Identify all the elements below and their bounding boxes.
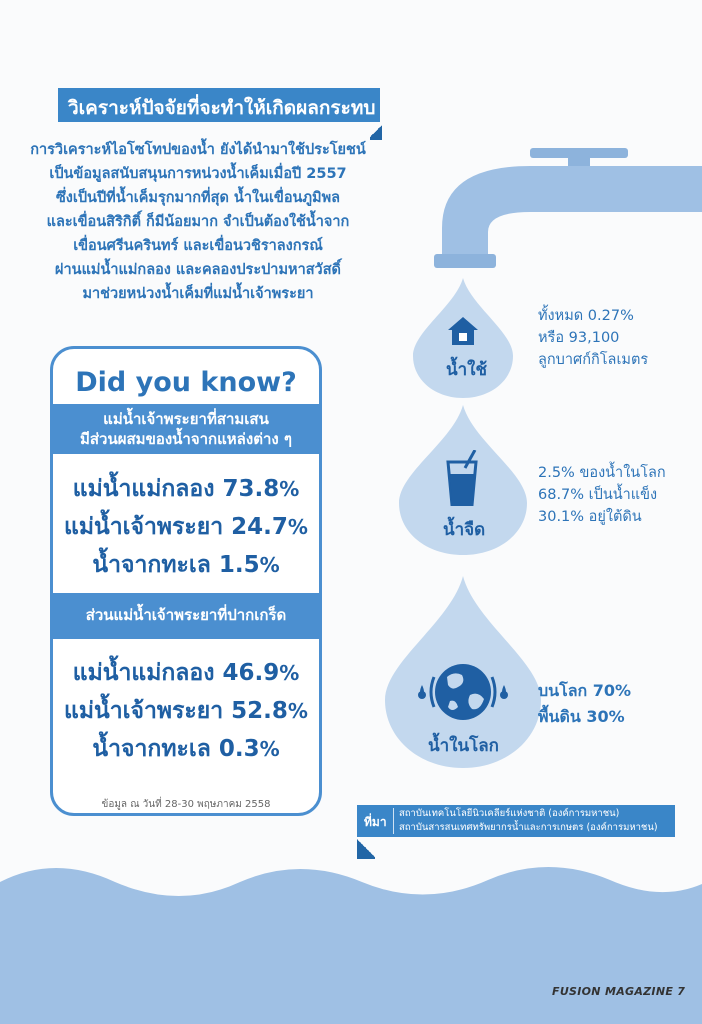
source-box-fold xyxy=(357,837,375,859)
stat-label: แม่น้ำเจ้าพระยา xyxy=(64,698,224,724)
source-line: สถาบันเทคโนโลยีนิวเคลียร์แห่งชาติ (องค์การมหาชน) xyxy=(399,808,620,819)
source-box xyxy=(357,805,675,837)
section-banner xyxy=(58,88,380,122)
drop-info-line: พื้นดิน 30% xyxy=(538,707,625,726)
glass-icon xyxy=(445,450,479,506)
did-you-know-card xyxy=(50,346,322,816)
stat-value: 1.5 xyxy=(218,552,260,578)
drop-info-line: 2.5% ของน้ำในโลก xyxy=(538,465,666,481)
drop-label: น้ำในโลก xyxy=(428,736,499,756)
stat-label: แม่น้ำแม่กลอง xyxy=(72,660,215,686)
water-waves xyxy=(0,860,702,1024)
intro-line: เขื่อนศรีนครินทร์ และเขื่อนวชิราลงกรณ์ xyxy=(73,238,323,254)
intro-line: เป็นข้อมูลสนับสนุนการหน่วงน้ำเค็มเมื่อปี 2557 xyxy=(49,166,347,182)
drop-label: น้ำใช้ xyxy=(446,360,488,380)
stat-row xyxy=(53,731,319,767)
stat-value: 46.9 xyxy=(222,660,280,686)
drop-info-line: ทั้งหมด 0.27% xyxy=(538,308,634,324)
drop-info xyxy=(538,462,666,528)
intro-line: ผ่านแม่น้ำแม่กลอง และคลองประปามหาสวัสดิ์ xyxy=(55,262,341,278)
drop-info-line: 68.7% เป็นน้ำแข็ง xyxy=(538,487,658,503)
globe-icon xyxy=(414,655,512,729)
drop-info xyxy=(538,678,631,730)
section1-heading xyxy=(53,404,319,454)
stat-label: น้ำจากทะเล xyxy=(92,552,211,578)
section1-heading-line: แม่น้ำเจ้าพระยาที่สามเสน xyxy=(103,410,269,428)
section2-heading: ส่วนแม่น้ำเจ้าพระยาที่ปากเกร็ด xyxy=(53,593,319,639)
stat-row xyxy=(53,693,319,729)
stat-row xyxy=(53,471,319,507)
stat-unit: % xyxy=(287,699,308,723)
stat-row xyxy=(53,547,319,583)
stat-value: 0.3 xyxy=(218,736,260,762)
stat-label: แม่น้ำเจ้าพระยา xyxy=(64,514,224,540)
drop-info-line: หรือ 93,100 xyxy=(538,330,620,346)
source-line: สถาบันสารสนเทศทรัพยากรน้ำและการเกษตร (องค์การมหาชน) xyxy=(399,822,658,833)
house-icon xyxy=(447,316,479,346)
intro-paragraph xyxy=(24,138,372,306)
drop-label: น้ำจืด xyxy=(443,520,486,540)
stat-row xyxy=(53,509,319,545)
stat-label: น้ำจากทะเล xyxy=(92,736,211,762)
source-lines xyxy=(399,807,658,835)
intro-line: และเขื่อนสิริกิติ์ ก็มีน้อยมาก จำเป็นต้องใช้น้ำจาก xyxy=(46,214,350,230)
stat-row xyxy=(53,655,319,691)
faucet-icon xyxy=(380,148,702,278)
stat-unit: % xyxy=(287,515,308,539)
section-title: วิเคราะห์ปัจจัยที่จะทำให้เกิดผลกระทบ xyxy=(68,97,376,119)
drop-info xyxy=(538,305,648,371)
stat-value: 24.7 xyxy=(231,514,288,540)
source-label: ที่มา xyxy=(364,815,387,829)
drop-info-line: บนโลก 70% xyxy=(538,681,632,700)
stat-unit: % xyxy=(279,477,300,501)
stat-unit: % xyxy=(259,553,280,577)
drop-info-line: 30.1% อยู่ใต้ดิน xyxy=(538,509,642,525)
card-title: Did you know? xyxy=(75,367,297,398)
intro-line: การวิเคราะห์ไอโซโทปของน้ำ ยังได้นำมาใช้ประโยชน์ xyxy=(30,142,366,158)
intro-line: ซึ่งเป็นปีที่น้ำเค็มรุกมากที่สุด น้ำในเขื่อนภูมิพล xyxy=(55,190,341,206)
card-footnote: ข้อมูล ณ วันที่ 28-30 พฤษภาคม 2558 xyxy=(101,799,271,810)
stat-value: 52.8 xyxy=(231,698,288,724)
source-divider xyxy=(393,808,394,834)
stat-value: 73.8 xyxy=(222,476,280,502)
stat-label: แม่น้ำแม่กลอง xyxy=(72,476,215,502)
intro-line: มาช่วยหน่วงน้ำเค็มที่แม่น้ำเจ้าพระยา xyxy=(82,286,314,302)
drop-info-line: ลูกบาศก์กิโลเมตร xyxy=(538,352,649,368)
stat-unit: % xyxy=(279,661,300,685)
page-footer: FUSION MAGAZINE 7 xyxy=(552,985,686,998)
stat-unit: % xyxy=(259,737,280,761)
section1-heading-line: มีส่วนผสมของน้ำจากแหล่งต่าง ๆ xyxy=(80,430,292,448)
